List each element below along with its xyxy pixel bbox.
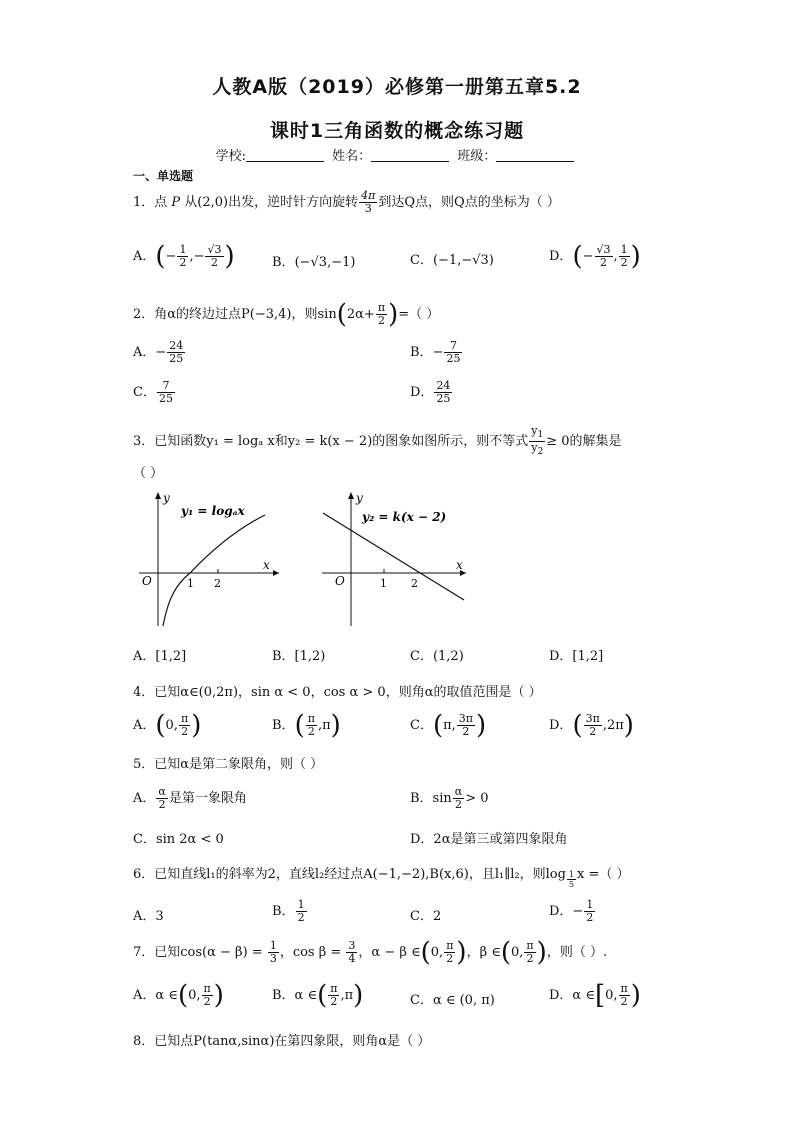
question-7: 7．已知cos(α − β) = $\frac{1}{3}$ ，cos β = $\frac{3}{4}$ ，α − β ∈(0, $\frac{\pi}{2}$ )，β ∈(0, $\frac{\pi}{2}$ )，则（ ）. [133, 937, 608, 968]
q3-option-a[interactable]: A．[1,2] [133, 649, 187, 664]
graph-log [135, 490, 285, 630]
q5-option-c[interactable]: C．sin 2α < 0 [133, 832, 224, 847]
graph-log-xaxis: x [263, 558, 270, 572]
doc-title: 人教A版（2019）必修第一册第五章5.2 [212, 76, 582, 98]
q1-option-a[interactable]: A．(− $\frac{1}{2}$ ,− $\frac{√3}{2}$ ) [133, 241, 235, 272]
question-3: 3．已知函数y₁ = logₐ x和y₂ = k(x − 2)的图象如图所示，则不等式 $\frac{y_1}{y_2}$ ≥ 0的解集是 [133, 424, 622, 458]
q2-option-a[interactable]: A．− $\frac{24}{25}$ [133, 339, 184, 365]
q1-option-b[interactable]: B．(−√3,−1) [272, 255, 356, 270]
graph-log-label: y₁ = logₐx [181, 504, 245, 518]
question-3-cont: （ ） [133, 466, 164, 481]
class-blank[interactable] [496, 149, 574, 162]
question-5: 5．已知α是第二象限角，则（ ） [133, 757, 324, 772]
graph-linear-tick-2: 2 [411, 577, 418, 590]
name-blank[interactable] [371, 149, 449, 162]
doc-subtitle: 课时1三角函数的概念练习题 [269, 120, 525, 142]
q6-option-b[interactable]: B． $\frac{1}{2}$ [272, 898, 305, 924]
q6-option-d[interactable]: D．− $\frac{1}{2}$ [549, 898, 594, 924]
graph-linear-origin: O [335, 574, 345, 588]
q2-option-d[interactable]: D． $\frac{24}{25}$ [410, 379, 451, 405]
section-heading: 一、单选题 [133, 169, 194, 183]
q7-option-d[interactable]: D．α ∈[0, $\frac{\pi}{2}$ ) [549, 980, 641, 1011]
q7-option-b[interactable]: B．α ∈( $\frac{\pi}{2}$ ,π) [272, 980, 364, 1011]
q1-option-d[interactable]: D．(− $\frac{√3}{2}$ , $\frac{1}{2}$ ) [549, 241, 641, 272]
q7-option-a[interactable]: A．α ∈(0, $\frac{\pi}{2}$ ) [133, 980, 224, 1011]
q3-option-c[interactable]: C．(1,2) [410, 649, 464, 664]
graph-linear-xaxis: x [456, 558, 463, 572]
student-info [0, 145, 794, 164]
question-2: 2．角α的终边过点P(−3,4)，则sin(2α+ $\frac{\pi}{2}$ )=（ ） [133, 299, 440, 330]
question-8: 8．已知点P(tanα,sinα)在第四象限，则角α是（ ） [133, 1034, 431, 1049]
q2-option-c[interactable]: C． $\frac{7}{25}$ [133, 379, 173, 405]
graph-linear-yaxis: y [356, 491, 363, 505]
q4-option-d[interactable]: D．( $\frac{3\pi}{2}$ ,2π) [549, 710, 634, 741]
graph-log-origin: O [142, 574, 152, 588]
name-label: 姓名： [332, 149, 372, 164]
graph-linear [318, 490, 473, 630]
question-1: 1．点 P 从(2,0)出发，逆时针方向旋转 $\frac{4\pi}{3}$ 到达Q点，则Q点的坐标为（ ） [133, 189, 560, 215]
question-4: 4．已知α∈(0,2π)，sin α < 0，cos α > 0，则角α的取值范围是（ ） [133, 685, 542, 700]
q2-option-b[interactable]: B．− $\frac{7}{25}$ [410, 339, 461, 365]
graph-log-tick-2: 2 [214, 577, 221, 590]
graph-log-yaxis: y [163, 491, 170, 505]
q3-option-d[interactable]: D．[1,2] [549, 649, 604, 664]
q5-option-b[interactable]: B．sin $\frac{\alpha}{2}$ > 0 [410, 785, 489, 811]
graph-linear-tick-1: 1 [380, 577, 387, 590]
q7-option-c[interactable]: C．α ∈ (0, π) [410, 993, 495, 1008]
q5-option-d[interactable]: D．2α是第三或第四象限角 [410, 832, 568, 847]
question-6: 6．已知直线l₁的斜率为2，直线l₂经过点A(−1,−2),B(x,6)，且l₁∥l₂，则log $_{\frac{1}{5}}$ x =（ ） [133, 867, 630, 889]
q6-option-c[interactable]: C．2 [410, 909, 442, 924]
q4-option-a[interactable]: A．(0, $\frac{\pi}{2}$ ) [133, 710, 202, 741]
graph-log-tick-1: 1 [187, 577, 194, 590]
class-label: 班级： [457, 149, 497, 164]
school-blank[interactable] [246, 149, 324, 162]
q3-option-b[interactable]: B．[1,2) [272, 649, 326, 664]
q6-option-a[interactable]: A．3 [133, 909, 164, 924]
q4-option-b[interactable]: B．( $\frac{\pi}{2}$ ,π) [272, 710, 341, 741]
q1-option-c[interactable]: C．(−1,−√3) [410, 253, 494, 268]
q4-option-c[interactable]: C．(π, $\frac{3\pi}{2}$ ) [410, 710, 487, 741]
q5-option-a[interactable]: A． $\frac{\alpha}{2}$ 是第一象限角 [133, 785, 247, 811]
graph-linear-label: y₂ = k(x − 2) [362, 510, 447, 524]
school-label: 学校: [215, 149, 247, 164]
